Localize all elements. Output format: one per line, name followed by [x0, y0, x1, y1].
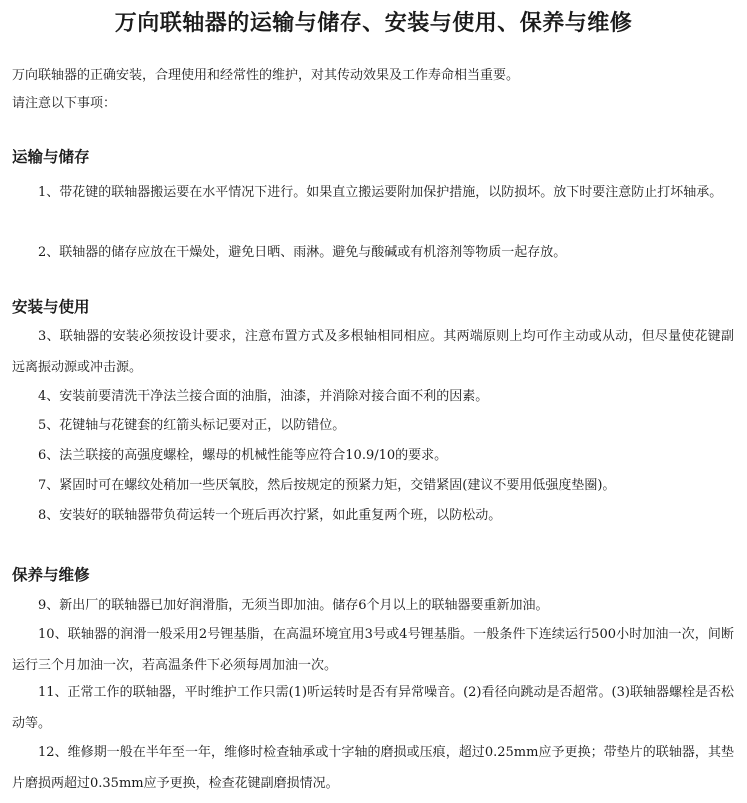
- paragraph-item-6: 6、法兰联接的高强度螺栓，螺母的机械性能等应符合10.9/10的要求。: [38, 448, 448, 463]
- paragraph-item-10: 10、联轴器的润滑一般采用2号锂基脂，在高温环境宜用3号或4号锂基脂。一般条件下连续运行500小时加油一次，间断运行三个月加油一次，若高温条件下必须每周加油一次。: [12, 627, 734, 673]
- paragraph-item-2: 2、联轴器的储存应放在干燥处，避免日晒、雨淋。避免与酸碱或有机溶剂等物质一起存放。: [38, 245, 567, 260]
- paragraph-item-5: 5、花键轴与花键套的红箭头标记要对正，以防错位。: [38, 418, 346, 433]
- section-heading-maintenance-repair: 保养与维修: [12, 565, 90, 584]
- paragraph-item-11: 11、正常工作的联轴器，平时维护工作只需(1)听运转时是否有异常噪音。(2)看径向跳动是否超常。(3)联轴器螺栓是否松动等。: [12, 685, 734, 731]
- paragraph-item-9: 9、新出厂的联轴器已加好润滑脂，无须当即加油。储存6个月以上的联轴器要重新加油。: [38, 598, 549, 613]
- paragraph-item-7: 7、紧固时可在螺纹处稍加一些厌氧胶，然后按规定的预紧力矩，交错紧固(建议不要用低强度垫圈)。: [38, 478, 616, 493]
- paragraph-item-3: 3、联轴器的安装必须按设计要求，注意布置方式及多根轴相同相应。其两端原则上均可作主动或从动，但尽量使花键副远离振动源或冲击源。: [12, 329, 734, 375]
- document-title: 万向联轴器的运输与储存、安装与使用、保养与维修: [114, 10, 633, 36]
- intro-line-2: 请注意以下事项：: [12, 96, 117, 111]
- paragraph-item-4: 4、安装前要清洗干净法兰接合面的油脂，油漆，并消除对接合面不利的因素。: [38, 389, 489, 404]
- paragraph-item-8: 8、安装好的联轴器带负荷运转一个班后再次拧紧，如此重复两个班，以防松动。: [38, 508, 502, 523]
- section-heading-installation-use: 安装与使用: [12, 297, 90, 316]
- paragraph-item-12: 12、维修期一般在半年至一年，维修时检查轴承或十字轴的磨损或压痕，超过0.25mm应予更换；带垫片的联轴器，其垫片磨损两超过0.35mm应予更换，检查花键副磨损情况。: [12, 745, 734, 791]
- section-heading-transport-storage: 运输与储存: [12, 147, 90, 166]
- paragraph-item-1: 1、带花键的联轴器搬运要在水平情况下进行。如果直立搬运要附加保护措施，以防损坏。放下时要注意防止打坏轴承。: [38, 185, 723, 200]
- intro-line-1: 万向联轴器的正确安装，合理使用和经常性的维护，对其传动效果及工作寿命相当重要。: [12, 68, 520, 83]
